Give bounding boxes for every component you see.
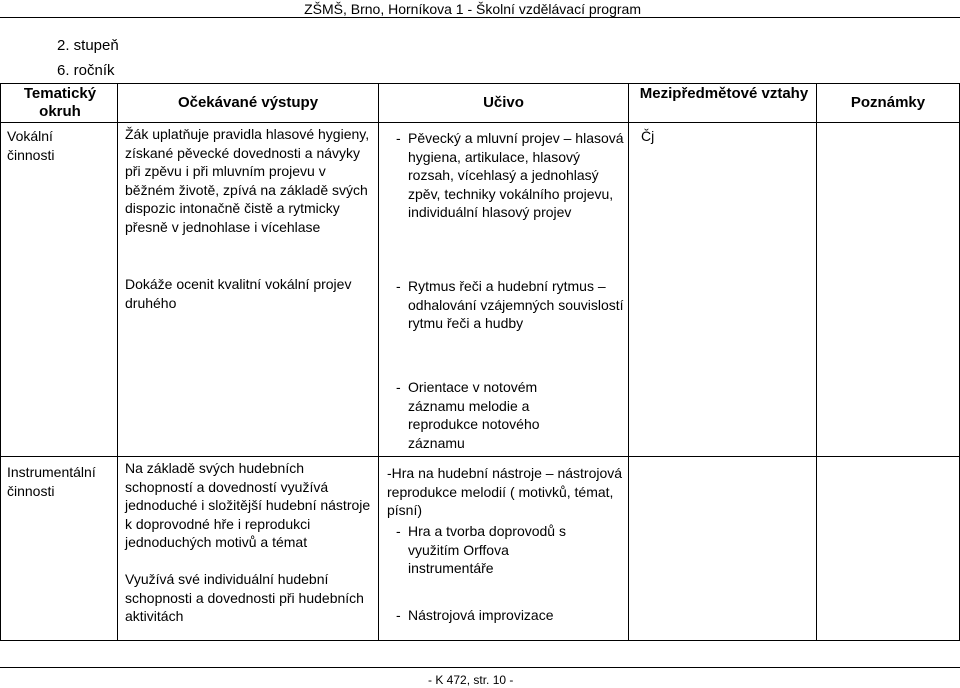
curriculum-cell: -Hra na hudební nástroje – nástrojová reprodukce melodií ( motivků, témat, písní) <box>387 465 623 519</box>
curriculum-text: Orientace v notovém záznamu melodie a reprodukce notového záznamu <box>408 379 540 451</box>
list-dash: - <box>396 523 401 539</box>
curriculum-text: Rytmus řeči a hudební rytmus – odhalování vzájemných souvislostí rytmu řeči a hudby <box>408 278 624 332</box>
column-header-outcomes: Očekávané výstupy <box>177 94 319 111</box>
cross-curricular-cell: Čj <box>641 128 655 144</box>
curriculum-text: Pěvecký a mluvní projev – hlasová hygiena, artikulace, hlasový rozsah, vícehlasý a jednohlasý zpěv, techniky vokálního projevu, individuální hlasový projev <box>408 130 624 221</box>
list-dash: - <box>396 379 401 395</box>
column-header-cross-curricular: Mezipředmětové vztahy <box>639 85 809 102</box>
list-dash: - <box>396 607 401 623</box>
curriculum-text: Nástrojová improvizace <box>408 607 554 623</box>
footer-rule <box>0 667 960 668</box>
column-header-notes: Poznámky <box>850 94 926 111</box>
column-header-curriculum: Učivo <box>483 94 524 111</box>
outcome-cell: Na základě svých hudebních schopností a dovedností využívá jednoduché i složitější hudební nástroje k doprovodné hře i reprodukci jednoduchých motivů a témat <box>125 460 371 551</box>
grade-year: 6. ročník <box>57 62 115 79</box>
outcome-cell: Žák uplatňuje pravidla hlasové hygieny, získané pěvecké dovednosti a návyky při zpěvu i při mluvním projevu v běžném životě, zpívá na základě svých dispozic intonačně čistě a rytmicky přesně v jednohlase i vícehlase <box>125 126 370 235</box>
list-dash: - <box>396 278 401 294</box>
curriculum-item <box>396 606 616 625</box>
page-number: - K 472, str. 10 - <box>428 673 514 687</box>
outcome-cell: Dokáže ocenit kvalitní vokální projev druhého <box>125 276 352 311</box>
curriculum-item <box>396 522 586 578</box>
col-divider-2 <box>378 83 379 641</box>
curriculum-item <box>396 129 626 222</box>
curriculum-text: Hra a tvorba doprovodů s využitím Orffova instrumentáře <box>408 523 566 577</box>
list-dash: - <box>396 130 401 146</box>
topic-cell: Instrumentální činnosti <box>7 464 96 499</box>
grade-stage: 2. stupeň <box>57 37 119 54</box>
topic-cell: Vokální činnosti <box>7 128 55 163</box>
col-divider-1 <box>117 83 118 641</box>
curriculum-item <box>396 378 576 452</box>
page-header-title: ZŠMŠ, Brno, Horníkova 1 - Školní vzdělávací program <box>304 1 641 17</box>
col-divider-4 <box>816 83 817 641</box>
table-left-border <box>0 83 1 641</box>
header-rule <box>0 17 960 18</box>
col-divider-3 <box>628 83 629 641</box>
outcome-cell: Využívá své individuální hudební schopnosti a dovednosti při hudebních aktivitách <box>125 571 364 625</box>
column-header-topic: Tematický okruh <box>23 85 97 120</box>
curriculum-item <box>396 277 626 333</box>
